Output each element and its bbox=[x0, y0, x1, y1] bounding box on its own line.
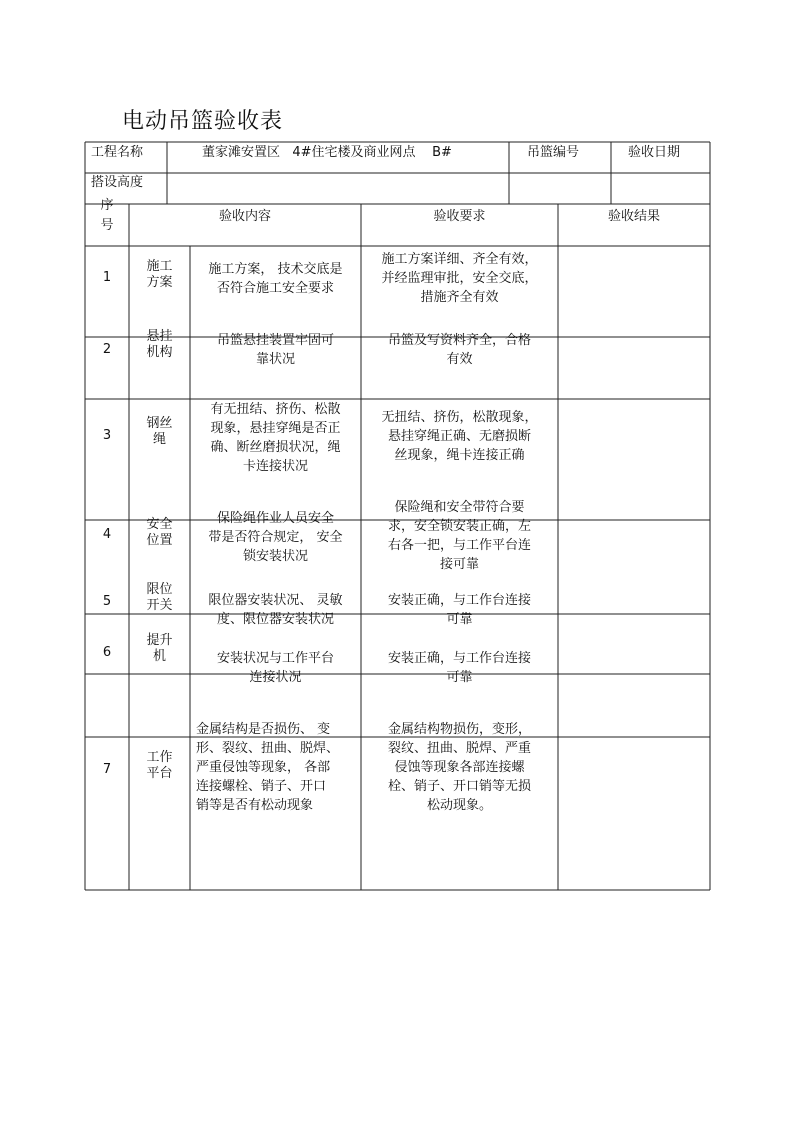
row-3-item: 钢丝 绳 bbox=[146, 416, 173, 447]
page-title: 电动吊篮验收表 bbox=[122, 109, 284, 134]
row-7-seq: 7 bbox=[102, 762, 112, 777]
row-5-requirement: 安装正确，与工作台连接 可靠 bbox=[387, 593, 531, 627]
row-2-item: 悬挂 机构 bbox=[146, 329, 173, 360]
project-name-value: 董家滩安置区 4#住宅楼及商业网点 B# bbox=[202, 145, 452, 160]
row-6-item: 提升 机 bbox=[146, 633, 173, 664]
row-3-seq: 3 bbox=[102, 428, 112, 443]
row-6-requirement: 安装正确，与工作台连接 可靠 bbox=[387, 651, 531, 685]
row-2-seq: 2 bbox=[102, 342, 112, 357]
row-5-seq: 5 bbox=[102, 594, 112, 609]
row-6-content: 安装状况与工作平台 连接状况 bbox=[216, 651, 334, 685]
row-6-seq: 6 bbox=[102, 645, 112, 660]
col-result: 验收结果 bbox=[607, 209, 660, 224]
col-seq-1: 序 bbox=[100, 198, 114, 213]
row-2-requirement: 吊篮及写资料齐全，合格 有效 bbox=[387, 333, 531, 367]
col-requirement: 验收要求 bbox=[433, 209, 486, 224]
row-3-requirement: 无扭结、挤伤，松散现象， 悬挂穿绳正确、无磨损断 丝现象，绳卡连接正确 bbox=[381, 410, 538, 463]
row-5-item: 限位 开关 bbox=[146, 582, 173, 613]
height-label: 搭设高度 bbox=[91, 175, 144, 190]
row-1-requirement: 施工方案详细、齐全有效， 并经监理审批，安全交底， 措施齐全有效 bbox=[381, 252, 538, 305]
accept-date-label: 验收日期 bbox=[628, 145, 681, 160]
row-7-requirement: 金属结构物损伤，变形， 裂纹、扭曲、脱焊、严重 侵蚀等现象各部连接螺 栓、销子、开口销等无损 松动现象。 bbox=[387, 722, 531, 813]
col-content: 验收内容 bbox=[218, 209, 271, 224]
row-7-item: 工作 平台 bbox=[146, 750, 173, 781]
project-name-label: 工程名称 bbox=[91, 145, 144, 160]
row-4-seq: 4 bbox=[102, 527, 112, 542]
row-1-content: 施工方案， 技术交底是 否符合施工安全要求 bbox=[208, 262, 343, 296]
col-seq-2: 号 bbox=[100, 218, 114, 233]
row-4-content: 保险绳作业人员安全 带是否符合规定， 安全 锁安装状况 bbox=[208, 511, 343, 564]
row-4-requirement: 保险绳和安全带符合要 求，安全锁安装正确，左 右各一把，与工作平台连 接可靠 bbox=[387, 500, 531, 572]
row-1-seq: 1 bbox=[102, 270, 112, 285]
basket-no-label: 吊篮编号 bbox=[527, 145, 580, 160]
row-2-content: 吊篮悬挂装置牢固可 靠状况 bbox=[216, 333, 334, 367]
row-4-item: 安全 位置 bbox=[146, 517, 173, 548]
row-3-content: 有无扭结、挤伤、松散 现象，悬挂穿绳是否正 确、断丝磨损状况，绳 卡连接状况 bbox=[210, 402, 341, 474]
row-7-content: 金属结构是否损伤、 变 形、裂纹、扭曲、脱焊、 严重侵蚀等现象， 各部 连接螺栓、销子、开口 销等是否有松动现象 bbox=[196, 722, 340, 813]
row-5-content: 限位器安装状况、 灵敏 度、限位器安装状况 bbox=[208, 593, 343, 627]
row-1-item: 施工 方案 bbox=[146, 259, 173, 290]
